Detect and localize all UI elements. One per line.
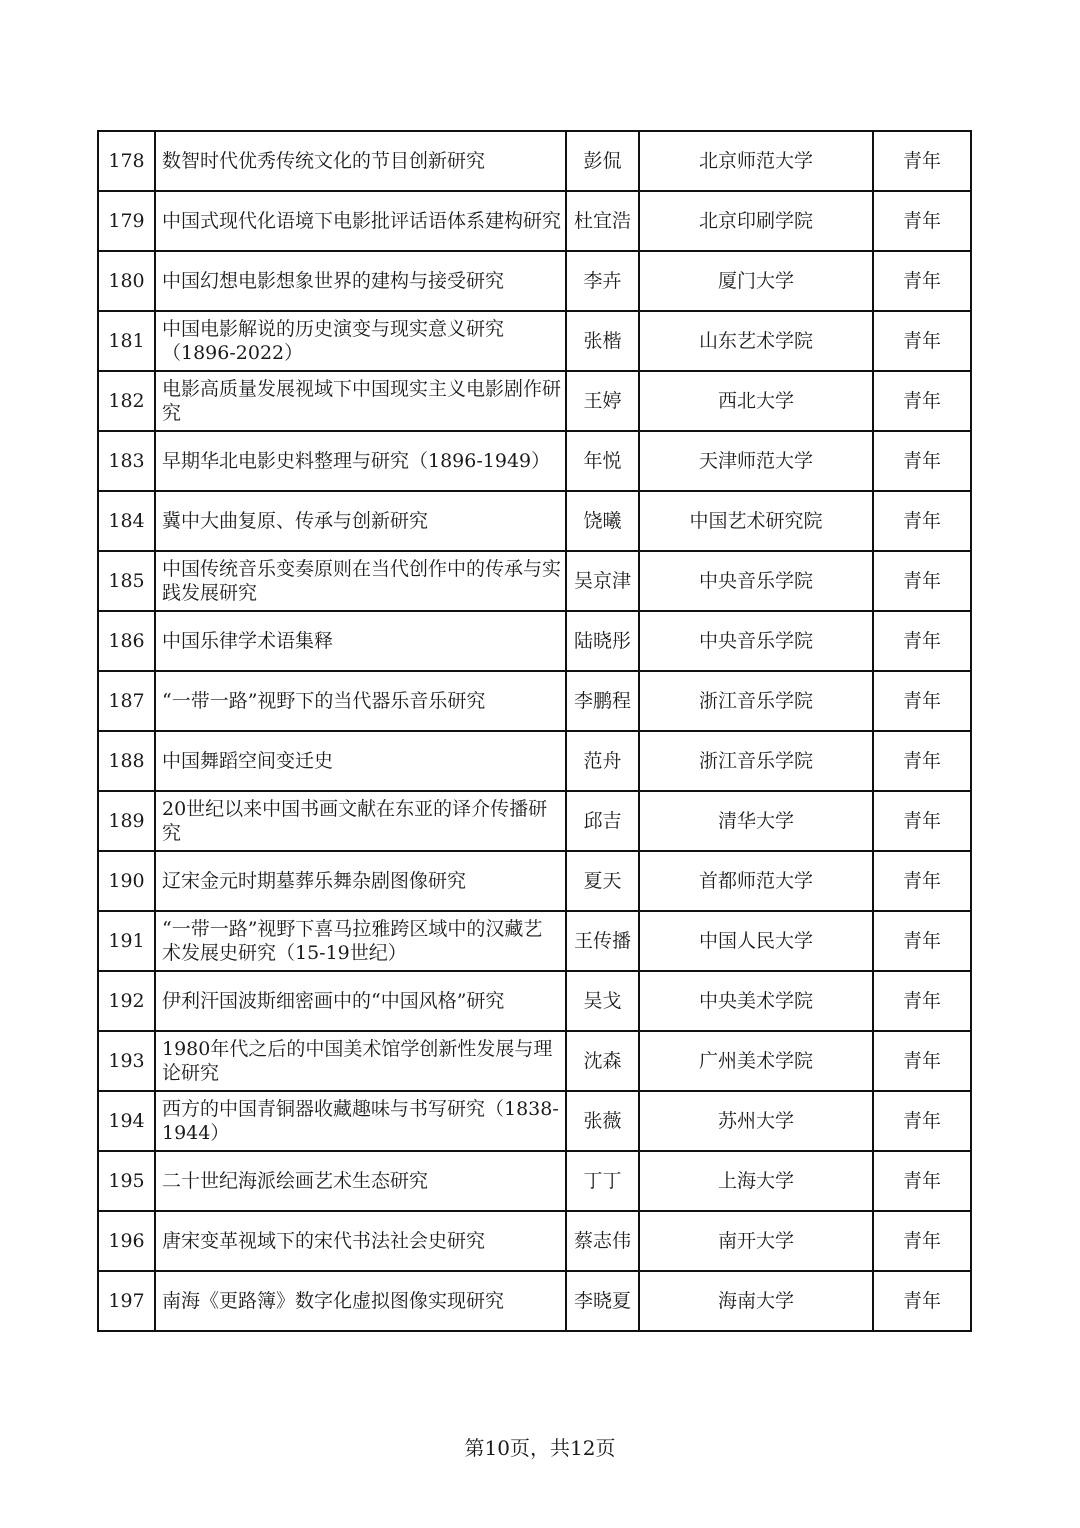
project-title-cell: 西方的中国青铜器收藏趣味与书写研究（1838-1944） [155, 1091, 566, 1151]
table-row [98, 671, 971, 731]
category-cell: 青年 [873, 311, 971, 371]
institution-cell: 北京师范大学 [639, 131, 873, 191]
table-row [98, 911, 971, 971]
category-cell: 青年 [873, 911, 971, 971]
category-cell: 青年 [873, 671, 971, 731]
category-cell: 青年 [873, 1091, 971, 1151]
category-cell: 青年 [873, 1211, 971, 1271]
project-title-cell: 中国电影解说的历史演变与现实意义研究（1896-2022） [155, 311, 566, 371]
category-cell: 青年 [873, 551, 971, 611]
institution-cell: 上海大学 [639, 1151, 873, 1211]
row-number-cell: 183 [98, 431, 155, 491]
row-number-cell: 181 [98, 311, 155, 371]
table-row [98, 1091, 971, 1151]
project-title-cell: “一带一路”视野下喜马拉雅跨区域中的汉藏艺术发展史研究（15-19世纪） [155, 911, 566, 971]
lead-name-cell: 蔡志伟 [566, 1211, 639, 1271]
table-row [98, 1031, 971, 1091]
lead-name-cell: 吴戈 [566, 971, 639, 1031]
category-cell: 青年 [873, 971, 971, 1031]
lead-name-cell: 陆晓彤 [566, 611, 639, 671]
table-row [98, 731, 971, 791]
category-cell: 青年 [873, 1031, 971, 1091]
table-row [98, 491, 971, 551]
table-row [98, 1211, 971, 1271]
row-number-cell: 188 [98, 731, 155, 791]
institution-cell: 中国人民大学 [639, 911, 873, 971]
table-row [98, 431, 971, 491]
row-number-cell: 186 [98, 611, 155, 671]
project-title-cell: 中国传统音乐变奏原则在当代创作中的传承与实践发展研究 [155, 551, 566, 611]
lead-name-cell: 年悦 [566, 431, 639, 491]
institution-cell: 南开大学 [639, 1211, 873, 1271]
table-row [98, 191, 971, 251]
row-number-cell: 195 [98, 1151, 155, 1211]
table-row [98, 1271, 971, 1331]
project-title-cell: 早期华北电影史料整理与研究（1896-1949） [155, 431, 566, 491]
project-title-cell: 电影高质量发展视域下中国现实主义电影剧作研究 [155, 371, 566, 431]
table-row [98, 551, 971, 611]
row-number-cell: 192 [98, 971, 155, 1031]
row-number-cell: 190 [98, 851, 155, 911]
lead-name-cell: 李鹏程 [566, 671, 639, 731]
project-title-cell: 南海《更路簿》数字化虚拟图像实现研究 [155, 1271, 566, 1331]
row-number-cell: 180 [98, 251, 155, 311]
row-number-cell: 193 [98, 1031, 155, 1091]
table-row [98, 371, 971, 431]
lead-name-cell: 李晓夏 [566, 1271, 639, 1331]
project-title-cell: 中国舞蹈空间变迁史 [155, 731, 566, 791]
row-number-cell: 191 [98, 911, 155, 971]
category-cell: 青年 [873, 131, 971, 191]
institution-cell: 广州美术学院 [639, 1031, 873, 1091]
category-cell: 青年 [873, 1151, 971, 1211]
row-number-cell: 184 [98, 491, 155, 551]
project-title-cell: 1980年代之后的中国美术馆学创新性发展与理论研究 [155, 1031, 566, 1091]
institution-cell: 北京印刷学院 [639, 191, 873, 251]
row-number-cell: 179 [98, 191, 155, 251]
table-row [98, 851, 971, 911]
lead-name-cell: 张楷 [566, 311, 639, 371]
project-title-cell: 冀中大曲复原、传承与创新研究 [155, 491, 566, 551]
table-row [98, 131, 971, 191]
row-number-cell: 185 [98, 551, 155, 611]
category-cell: 青年 [873, 791, 971, 851]
table-row [98, 251, 971, 311]
lead-name-cell: 杜宜浩 [566, 191, 639, 251]
lead-name-cell: 邱吉 [566, 791, 639, 851]
institution-cell: 山东艺术学院 [639, 311, 873, 371]
lead-name-cell: 李卉 [566, 251, 639, 311]
project-title-cell: 中国式现代化语境下电影批评话语体系建构研究 [155, 191, 566, 251]
institution-cell: 海南大学 [639, 1271, 873, 1331]
lead-name-cell: 张薇 [566, 1091, 639, 1151]
lead-name-cell: 范舟 [566, 731, 639, 791]
lead-name-cell: 彭侃 [566, 131, 639, 191]
project-title-cell: 二十世纪海派绘画艺术生态研究 [155, 1151, 566, 1211]
category-cell: 青年 [873, 491, 971, 551]
row-number-cell: 178 [98, 131, 155, 191]
category-cell: 青年 [873, 611, 971, 671]
project-title-cell: 伊利汗国波斯细密画中的“中国风格”研究 [155, 971, 566, 1031]
institution-cell: 天津师范大学 [639, 431, 873, 491]
project-title-cell: 中国幻想电影想象世界的建构与接受研究 [155, 251, 566, 311]
row-number-cell: 196 [98, 1211, 155, 1271]
category-cell: 青年 [873, 431, 971, 491]
table-body [98, 131, 971, 1331]
row-number-cell: 187 [98, 671, 155, 731]
table-row [98, 611, 971, 671]
table-row [98, 1151, 971, 1211]
project-title-cell: “一带一路”视野下的当代器乐音乐研究 [155, 671, 566, 731]
lead-name-cell: 夏天 [566, 851, 639, 911]
page-footer: 第10页，共12页 [464, 1436, 616, 1460]
institution-cell: 清华大学 [639, 791, 873, 851]
institution-cell: 西北大学 [639, 371, 873, 431]
project-title-cell: 数智时代优秀传统文化的节目创新研究 [155, 131, 566, 191]
category-cell: 青年 [873, 731, 971, 791]
category-cell: 青年 [873, 851, 971, 911]
row-number-cell: 182 [98, 371, 155, 431]
institution-cell: 浙江音乐学院 [639, 731, 873, 791]
project-list-table-wrap [97, 130, 970, 1332]
category-cell: 青年 [873, 1271, 971, 1331]
lead-name-cell: 沈森 [566, 1031, 639, 1091]
institution-cell: 中央美术学院 [639, 971, 873, 1031]
lead-name-cell: 饶曦 [566, 491, 639, 551]
project-title-cell: 辽宋金元时期墓葬乐舞杂剧图像研究 [155, 851, 566, 911]
lead-name-cell: 王婷 [566, 371, 639, 431]
row-number-cell: 197 [98, 1271, 155, 1331]
project-title-cell: 唐宋变革视域下的宋代书法社会史研究 [155, 1211, 566, 1271]
project-list-table [97, 130, 972, 1332]
lead-name-cell: 丁丁 [566, 1151, 639, 1211]
table-row [98, 311, 971, 371]
institution-cell: 中央音乐学院 [639, 551, 873, 611]
row-number-cell: 194 [98, 1091, 155, 1151]
lead-name-cell: 王传播 [566, 911, 639, 971]
project-title-cell: 中国乐律学术语集释 [155, 611, 566, 671]
row-number-cell: 189 [98, 791, 155, 851]
institution-cell: 首都师范大学 [639, 851, 873, 911]
institution-cell: 中央音乐学院 [639, 611, 873, 671]
table-row [98, 791, 971, 851]
institution-cell: 浙江音乐学院 [639, 671, 873, 731]
institution-cell: 苏州大学 [639, 1091, 873, 1151]
project-title-cell: 20世纪以来中国书画文献在东亚的译介传播研究 [155, 791, 566, 851]
lead-name-cell: 吴京津 [566, 551, 639, 611]
institution-cell: 厦门大学 [639, 251, 873, 311]
category-cell: 青年 [873, 251, 971, 311]
category-cell: 青年 [873, 191, 971, 251]
table-row [98, 971, 971, 1031]
institution-cell: 中国艺术研究院 [639, 491, 873, 551]
category-cell: 青年 [873, 371, 971, 431]
